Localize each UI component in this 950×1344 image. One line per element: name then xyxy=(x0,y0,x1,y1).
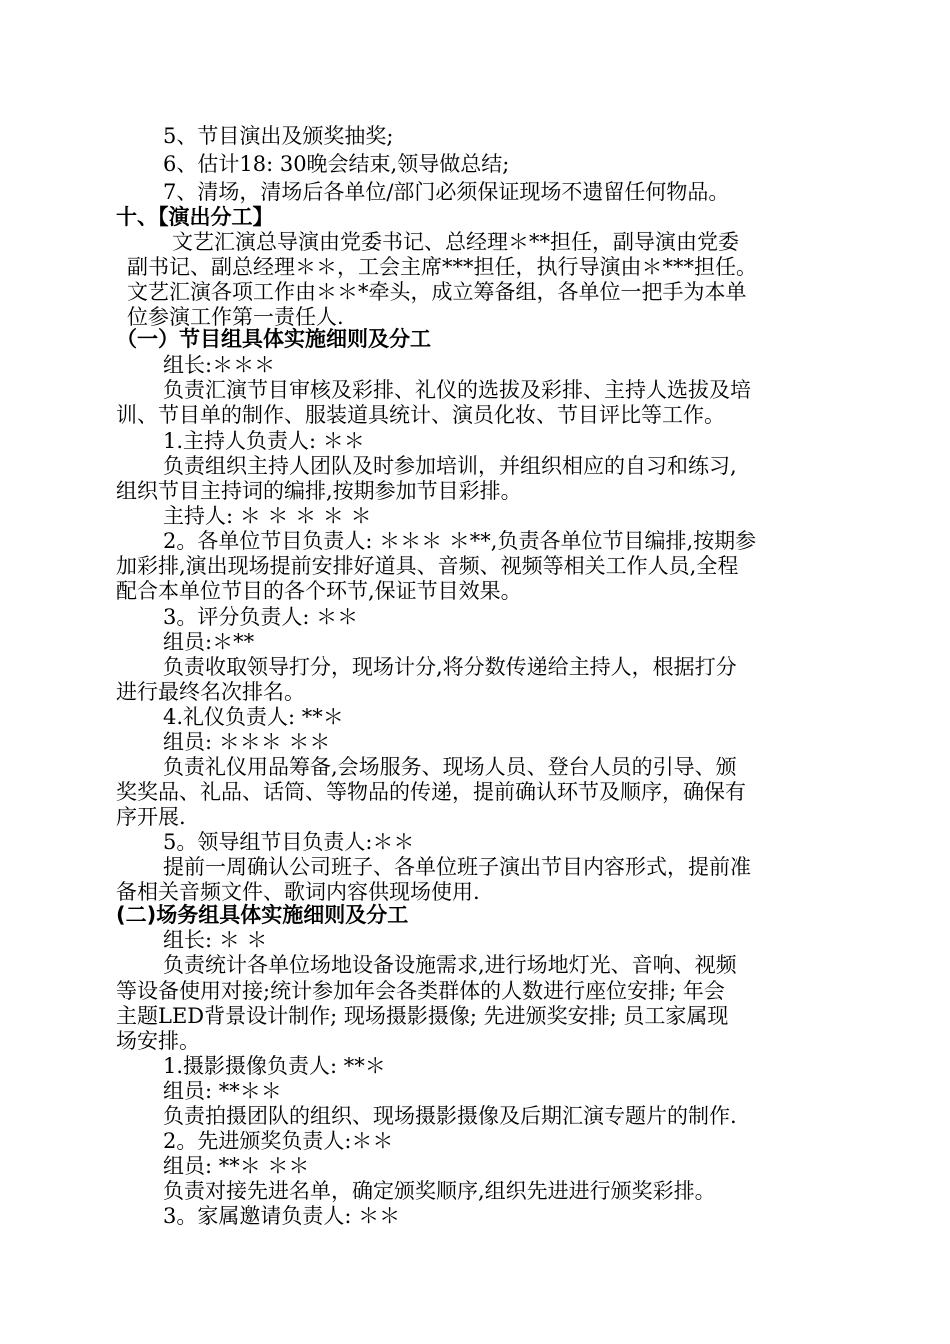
list-item-5: 5、节目演出及颁奖抽奖; xyxy=(163,124,394,148)
group-leader-line: 组长:＊＊＊ xyxy=(163,353,276,377)
paragraph-line: 序开展. xyxy=(116,805,186,829)
paragraph-line: 负责组织主持人团队及时参加培训，并组织相应的自习和练习, xyxy=(163,454,737,478)
paragraph-line: 进行最终名次排名。 xyxy=(116,680,305,704)
list-item: 3。家属邀请负责人: ＊＊ xyxy=(163,1204,401,1228)
paragraph-line: 文艺汇演各项工作由＊＊*牵头，成立筹备组，各单位一把手为本单 xyxy=(127,280,747,304)
paragraph-line: 负责礼仪用品筹备,会场服务、现场人员、登台人员的引导、颁 xyxy=(163,755,737,779)
paragraph-line: 负责汇演节目审核及彩排、礼仪的选拔及彩排、主持人选拔及培 xyxy=(163,378,751,402)
paragraph-line: 负责对接先进名单，确定颁奖顺序,组织先进进行颁奖彩排。 xyxy=(163,1179,716,1203)
paragraph-line: 负责收取领导打分，现场计分,将分数传递给主持人，根据打分 xyxy=(163,655,737,679)
paragraph-line: 文艺汇演总导演由党委书记、总经理＊**担任，副导演由党委 xyxy=(172,230,739,254)
paragraph-line: 场安排。 xyxy=(116,1029,200,1053)
list-item-6: 6、估计18: 30晚会结束,领导做总结; xyxy=(163,152,510,176)
list-item: 3。评分负责人: ＊＊ xyxy=(163,605,359,629)
list-item: 4.礼仪负责人: **＊ xyxy=(163,705,344,729)
member-line: 组员: ＊＊＊ ＊＊ xyxy=(163,730,331,754)
list-item-7: 7、清场，清场后各单位/部门必须保证现场不遗留任何物品。 xyxy=(163,180,730,204)
list-item: 5。领导组节目负责人:＊＊ xyxy=(163,830,415,854)
paragraph-line: 副书记、副总经理＊＊，工会主席***担任，执行导演由＊***担任。 xyxy=(127,255,757,279)
paragraph-line: 主题LED背景设计制作; 现场摄影摄像; 先进颁奖安排; 员工家属现 xyxy=(116,1004,729,1028)
member-line: 组员: **＊ ＊＊ xyxy=(163,1154,310,1178)
list-item: 2。先进颁奖负责人:＊＊ xyxy=(163,1129,394,1153)
list-item: 1.主持人负责人: ＊＊ xyxy=(163,429,365,453)
member-line: 组员: **＊＊ xyxy=(163,1079,282,1103)
paragraph-line: 等设备使用对接;统计参加年会各类群体的人数进行座位安排; 年会 xyxy=(116,979,725,1003)
paragraph-line: 加彩排,演出现场提前安排好道具、音频、视频等相关工作人员,全程 xyxy=(116,554,739,578)
paragraph-line: 组织节目主持词的编排,按期参加节目彩排。 xyxy=(116,479,522,503)
subsection-heading-2: (二)场务组具体实施细则及分工 xyxy=(116,903,409,927)
list-item: 2。各单位节目负责人: ＊＊＊ ＊**,负责各单位节目编排,按期参 xyxy=(163,529,757,553)
section-heading-10: 十、【演出分工】 xyxy=(116,205,274,229)
member-line: 主持人: ＊ ＊ ＊ ＊ ＊ xyxy=(163,504,372,528)
paragraph-line: 奖奖品、礼品、话筒、等物品的传递，提前确认环节及顺序，确保有 xyxy=(116,780,746,804)
list-item: 1.摄影摄像负责人: **＊ xyxy=(163,1054,386,1078)
paragraph-line: 负责统计各单位场地设备设施需求,进行场地灯光、音响、视频 xyxy=(163,953,737,977)
subsection-heading-1: （一）节目组具体实施细则及分工 xyxy=(116,327,431,351)
paragraph-line: 配合本单位节目的各个环节,保证节目效果。 xyxy=(116,579,522,603)
paragraph-line: 提前一周确认公司班子、各单位班子演出节目内容形式，提前准 xyxy=(163,855,751,879)
paragraph-line: 训、节目单的制作、服装道具统计、演员化妆、节目评比等工作。 xyxy=(116,403,725,427)
member-line: 组员:＊** xyxy=(163,630,255,654)
paragraph-line: 位参演工作第一责任人. xyxy=(127,305,344,329)
paragraph-line: 负责拍摄团队的组织、现场摄影摄像及后期汇演专题片的制作. xyxy=(163,1104,737,1128)
paragraph-line: 备相关音频文件、歌词内容供现场使用. xyxy=(116,880,480,904)
group-leader-line: 组长: ＊ ＊ xyxy=(163,928,268,952)
